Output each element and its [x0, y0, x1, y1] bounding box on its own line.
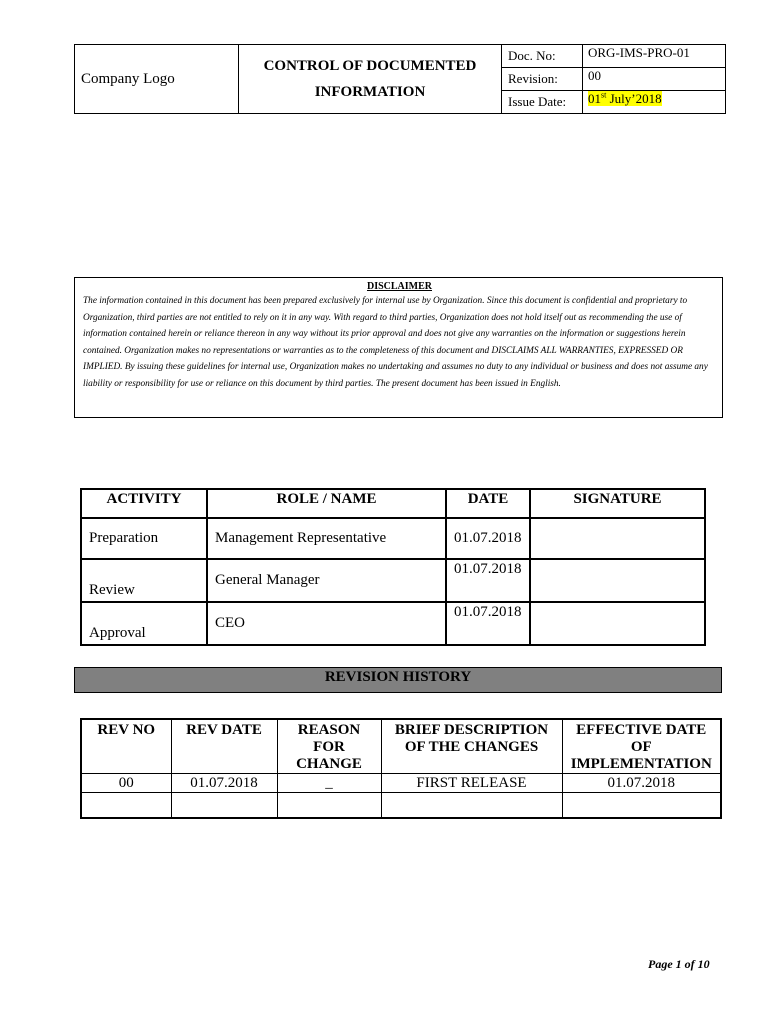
col-header-role: ROLE / NAME	[207, 489, 446, 518]
revision-header-row	[81, 719, 721, 774]
header-line: OF THE CHANGES	[404, 739, 539, 755]
reason-cell	[277, 793, 381, 819]
rev-no-cell	[81, 793, 171, 819]
issue-date-highlight	[588, 91, 662, 106]
col-header-rev-date	[171, 719, 277, 774]
title-line-2: INFORMATION	[314, 84, 426, 100]
issue-date-month-year: July’2018	[606, 91, 662, 107]
revision-label: Revision:	[502, 68, 583, 91]
approval-table	[80, 488, 706, 646]
issue-date-day: 01	[588, 91, 601, 107]
header-line: IMPLEMENTATION	[570, 756, 712, 772]
date-cell: 01.07.2018	[446, 602, 530, 645]
title-line-1: CONTROL OF DOCUMENTED	[263, 58, 477, 74]
rev-no-cell: 00	[81, 774, 171, 793]
revision-table	[80, 718, 722, 819]
activity-cell: Approval	[81, 602, 207, 645]
company-logo: Company Logo	[75, 45, 239, 114]
header-line: REV DATE	[186, 722, 262, 738]
rev-date-cell	[171, 793, 277, 819]
signature-cell	[530, 602, 705, 645]
approval-row	[81, 602, 705, 645]
col-header-effective-date	[562, 719, 721, 774]
table-row	[81, 793, 721, 819]
activity-cell: Review	[81, 559, 207, 602]
approval-row	[81, 559, 705, 602]
revision-value: 00	[583, 68, 726, 91]
document-header	[74, 44, 726, 114]
header-line: REV NO	[97, 722, 156, 738]
effective-date-cell	[562, 793, 721, 819]
col-header-reason	[277, 719, 381, 774]
col-header-date: DATE	[446, 489, 530, 518]
header-line: OF	[630, 739, 652, 755]
issue-date-label: Issue Date:	[502, 91, 583, 114]
date-cell: 01.07.2018	[446, 518, 530, 559]
effective-date-cell: 01.07.2018	[562, 774, 721, 793]
revision-history-title: REVISION HISTORY	[74, 667, 722, 693]
doc-no-label: Doc. No:	[502, 45, 583, 68]
issue-date-value	[583, 91, 726, 114]
approval-row	[81, 518, 705, 559]
header-line: CHANGE	[296, 756, 362, 772]
role-cell: CEO	[207, 602, 446, 645]
issue-date-suffix: st	[601, 91, 607, 100]
signature-cell	[530, 559, 705, 602]
col-header-description	[381, 719, 562, 774]
reason-cell: _	[277, 774, 381, 793]
disclaimer-text: The information contained in this document has been prepared exclusively for internal use by Organization. Since this document is confidential and proprietary to Organization, third parties are not entitled to rely on it in any way. With regard to third parties, Organization does not hold itself out as recommending the use of information contained herein or reliance thereon in any way without its prior approval and does not give any warranties on the information or suggestions herein contained. Organization makes no representations or warranties as to the completeness of this document and DISCLAIMS ALL WARRANTIES, EXPRESSED OR IMPLIED. By issuing these guidelines for internal use, Organization makes no undertaking and assumes no duty to any individual or business and does not assume any liability or responsibility for use or reliance on this document by third parties. The present document has been issued in English.	[83, 296, 708, 389]
document-title	[239, 45, 502, 114]
col-header-signature: SIGNATURE	[530, 489, 705, 518]
doc-no-value: ORG-IMS-PRO-01	[583, 45, 726, 68]
header-line: EFFECTIVE DATE	[576, 722, 707, 738]
date-cell: 01.07.2018	[446, 559, 530, 602]
disclaimer-title: DISCLAIMER	[366, 281, 432, 292]
col-header-activity: ACTIVITY	[81, 489, 207, 518]
role-cell: General Manager	[207, 559, 446, 602]
role-cell: Management Representative	[207, 518, 446, 559]
description-cell	[381, 793, 562, 819]
page-number: Page 1 of 10	[648, 957, 710, 971]
approval-header-row	[81, 489, 705, 518]
description-cell: FIRST RELEASE	[381, 774, 562, 793]
header-line: FOR	[313, 739, 345, 755]
disclaimer-box	[74, 277, 723, 418]
col-header-rev-no	[81, 719, 171, 774]
header-line: REASON	[297, 722, 361, 738]
header-line: BRIEF DESCRIPTION	[394, 722, 549, 738]
rev-date-cell: 01.07.2018	[171, 774, 277, 793]
activity-cell: Preparation	[81, 518, 207, 559]
signature-cell	[530, 518, 705, 559]
table-row	[81, 774, 721, 793]
